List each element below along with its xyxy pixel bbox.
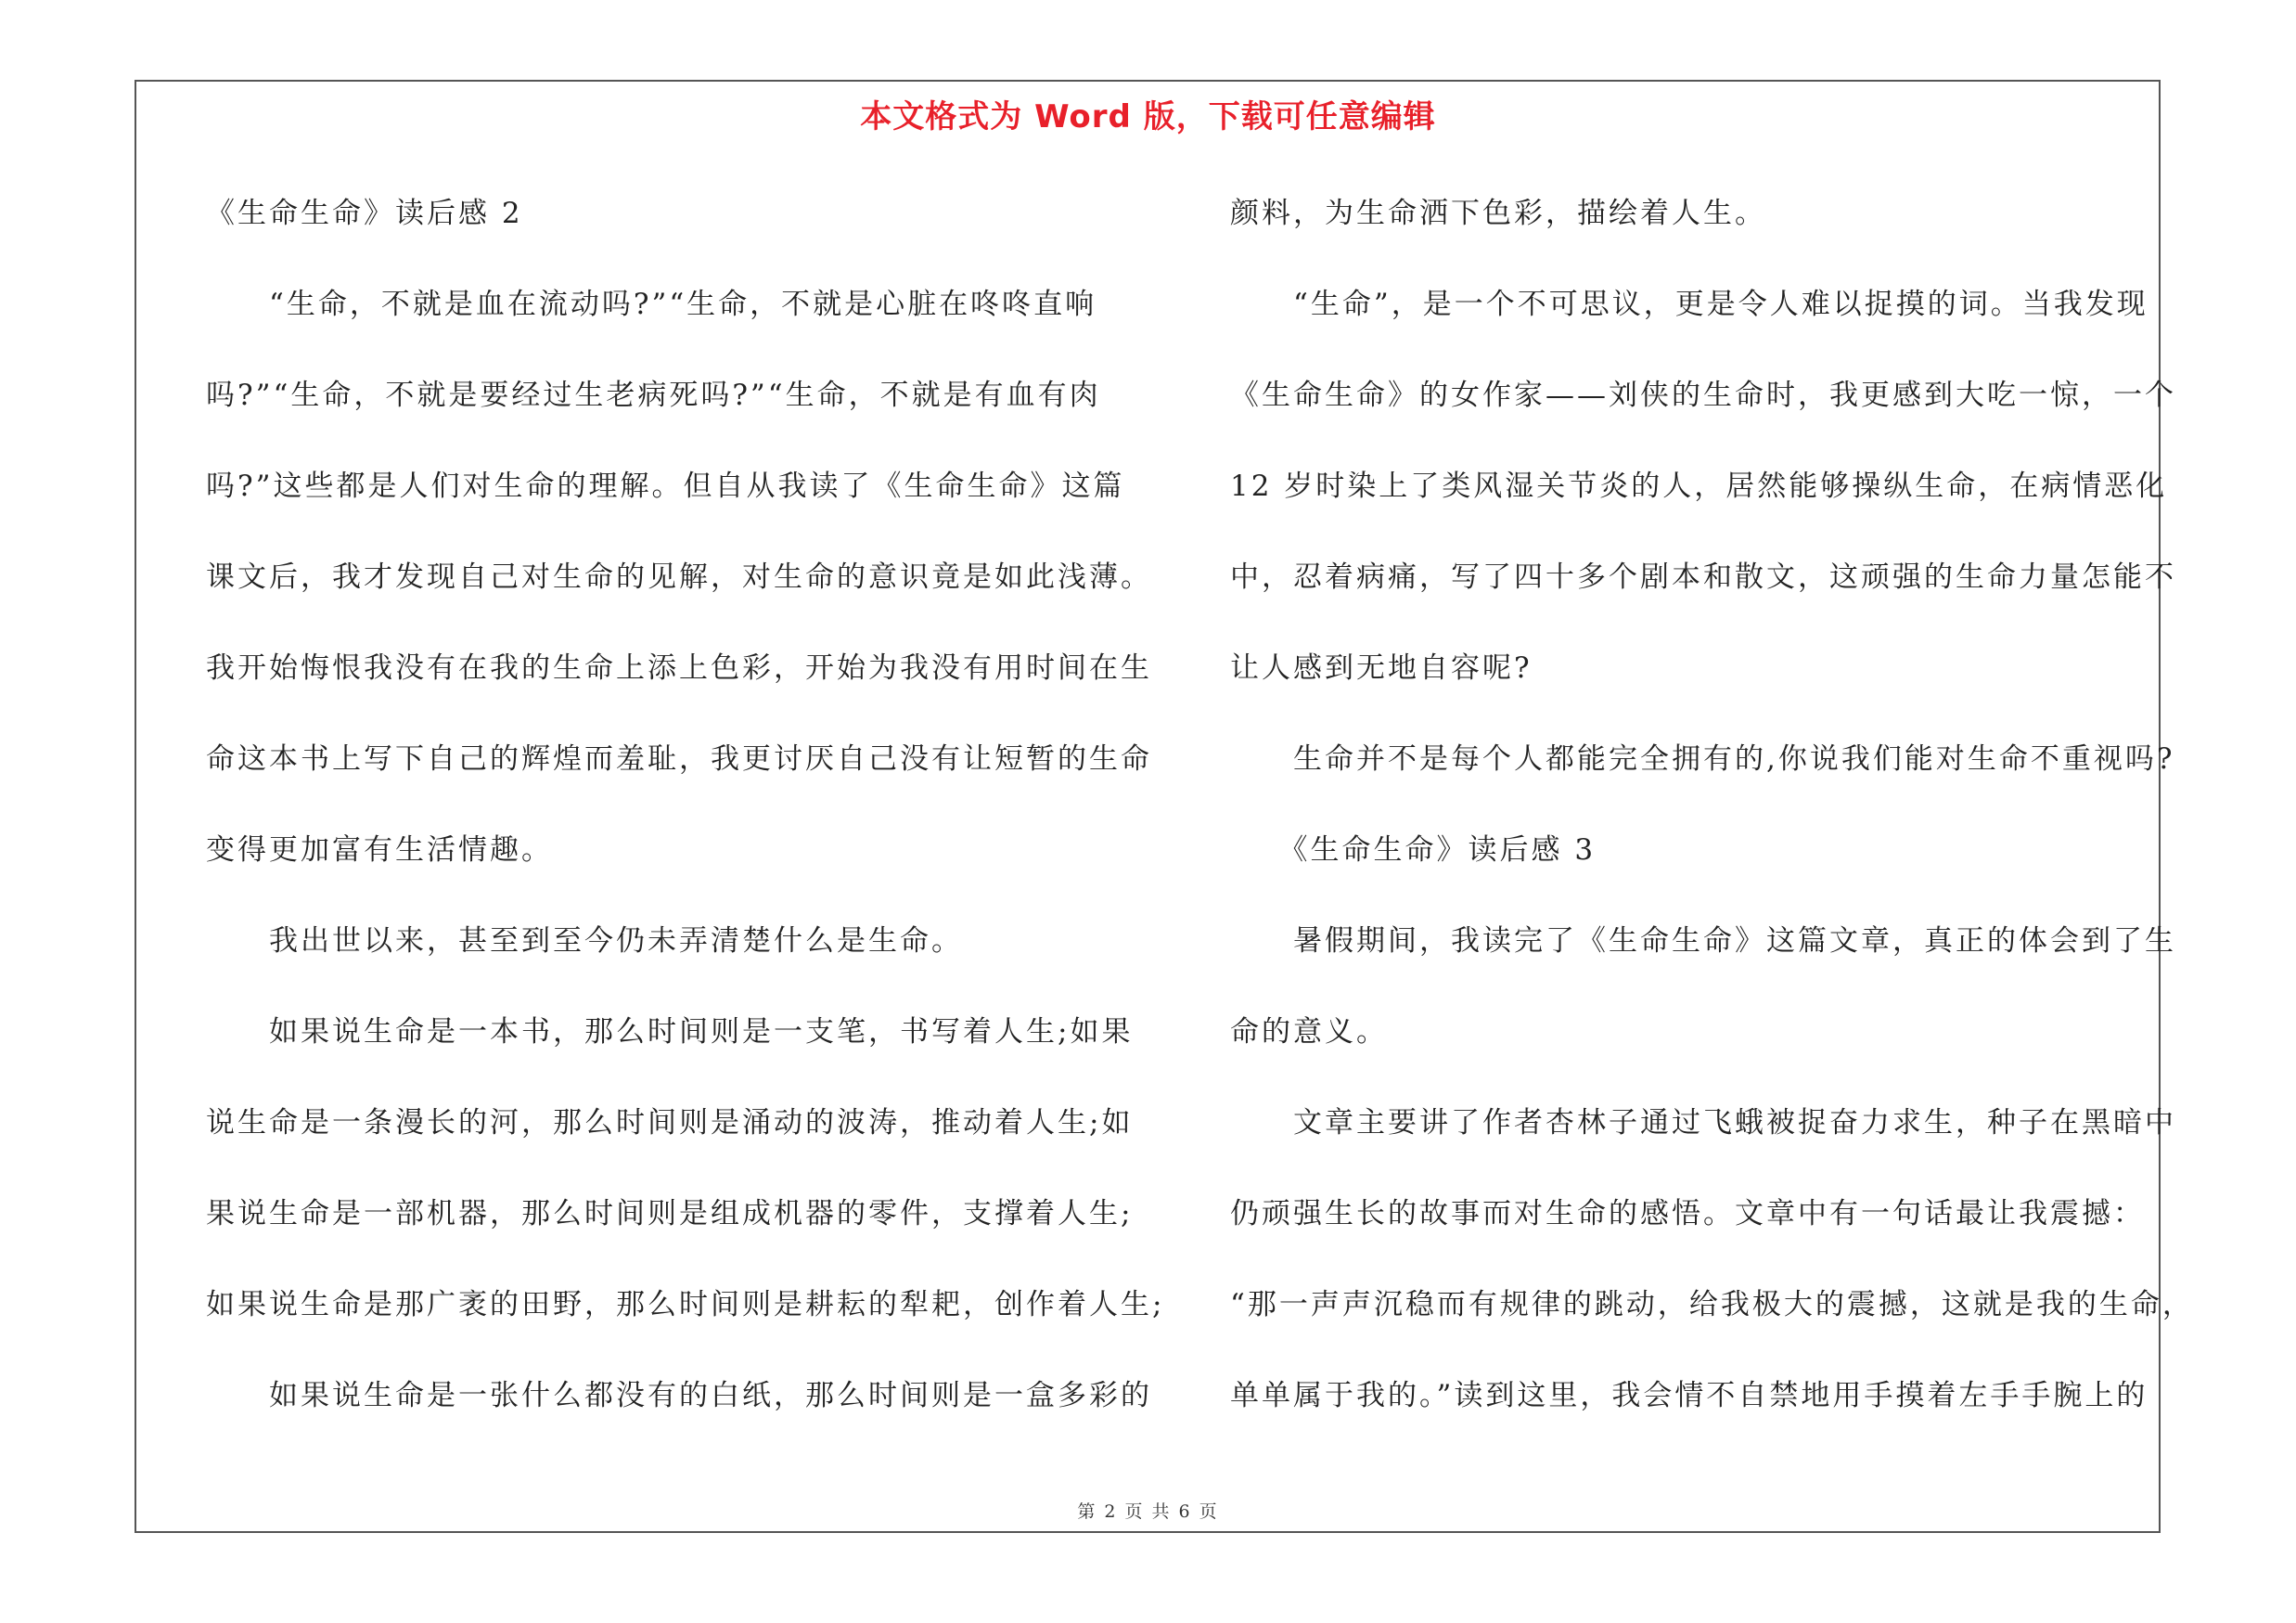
text-line: 12 岁时染上了类风湿关节炎的人，居然能够操纵生命，在病情恶化 bbox=[1230, 470, 2168, 503]
text-line: 让人感到无地自容呢? bbox=[1230, 651, 1533, 685]
text-line: 说生命是一条漫长的河，那么时间则是涌动的波涛，推动着人生;如 bbox=[206, 1106, 1134, 1140]
text-line: 如果说生命是那广袤的田野，那么时间则是耕耘的犁耙，创作着人生; bbox=[206, 1288, 1165, 1321]
text-line: 命这本书上写下自己的辉煌而羞耻，我更讨厌自己没有让短暂的生命 bbox=[206, 742, 1152, 776]
text-line: “生命”，是一个不可思议，更是令人难以捉摸的词。当我发现 bbox=[1230, 288, 2148, 321]
text-line: 《生命生命》的女作家——刘侠的生命时，我更感到大吃一惊，一个 bbox=[1230, 379, 2176, 412]
text-line: 我开始悔恨我没有在我的生命上添上色彩，开始为我没有用时间在生 bbox=[206, 651, 1152, 685]
text-line: 《生命生命》读后感 2 bbox=[206, 197, 523, 230]
text-line: 变得更加富有生活情趣。 bbox=[206, 833, 553, 867]
text-line: 吗?”这些都是人们对生命的理解。但自从我读了《生命生命》这篇 bbox=[206, 470, 1125, 503]
text-line: 生命并不是每个人都能完全拥有的,你说我们能对生命不重视吗? bbox=[1230, 742, 2175, 776]
page-number-footer: 第 2 页 共 6 页 bbox=[1077, 1501, 1219, 1522]
text-line: 果说生命是一部机器，那么时间则是组成机器的零件，支撑着人生; bbox=[206, 1197, 1134, 1230]
text-line: 中，忍着病痛，写了四十多个剧本和散文，这顽强的生命力量怎能不 bbox=[1230, 560, 2176, 594]
text-line: 文章主要讲了作者杏林子通过飞蛾被捉奋力求生，种子在黑暗中 bbox=[1230, 1106, 2176, 1140]
text-line: 暑假期间，我读完了《生命生命》这篇文章，真正的体会到了生 bbox=[1230, 924, 2176, 958]
text-line: 《生命生命》读后感 3 bbox=[1230, 833, 1597, 867]
text-line: 命的意义。 bbox=[1230, 1015, 1388, 1049]
text-line: 颜料，为生命洒下色彩，描绘着人生。 bbox=[1230, 197, 1766, 230]
text-line: 单单属于我的。”读到这里，我会情不自禁地用手摸着左手手腕上的 bbox=[1230, 1379, 2148, 1412]
text-line: “那一声声沉稳而有规律的跳动，给我极大的震撼，这就是我的生命， bbox=[1230, 1288, 2194, 1321]
right-text-column bbox=[1230, 186, 2194, 1459]
text-line: 吗?”“生命，不就是要经过生老病死吗?”“生命，不就是有血有肉 bbox=[206, 379, 1101, 412]
format-notice-header: 本文格式为 Word 版，下载可任意编辑 bbox=[860, 98, 1436, 135]
text-line: 仍顽强生长的故事而对生命的感悟。文章中有一句话最让我震撼： bbox=[1230, 1197, 2145, 1230]
left-text-column bbox=[206, 186, 1165, 1459]
text-line: 如果说生命是一本书，那么时间则是一支笔，书写着人生;如果 bbox=[206, 1015, 1134, 1049]
text-line: 我出世以来，甚至到至今仍未弄清楚什么是生命。 bbox=[206, 924, 963, 958]
text-line: 课文后，我才发现自己对生命的见解，对生命的意识竟是如此浅薄。 bbox=[206, 560, 1152, 594]
text-line: “生命，不就是血在流动吗?”“生命，不就是心脏在咚咚直响 bbox=[206, 288, 1097, 321]
text-line: 如果说生命是一张什么都没有的白纸，那么时间则是一盒多彩的 bbox=[206, 1379, 1152, 1412]
